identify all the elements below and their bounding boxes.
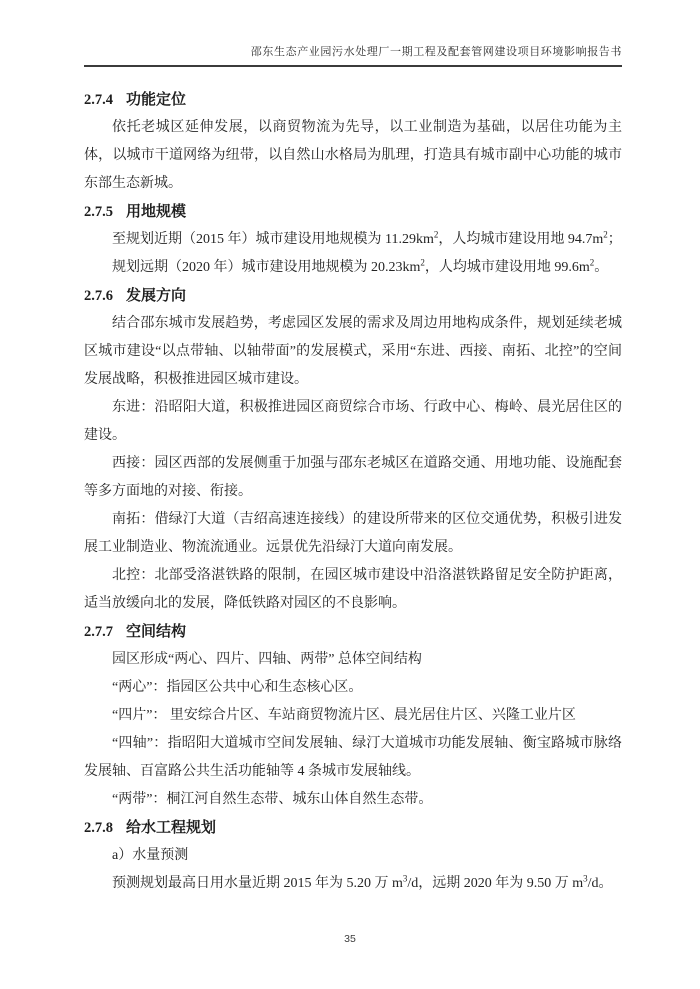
text-run: ，人均城市建设用地 94.7m [438,232,604,247]
page-number: 35 [344,933,356,945]
text-run: ，人均城市建设用地 99.6m [424,260,590,275]
heading-number: 2.7.6 [84,288,113,304]
heading-title: 给水工程规划 [126,819,217,836]
heading-number: 2.7.5 [84,204,113,220]
heading-title: 用地规模 [126,203,187,220]
para-east-advance: 东进：沿昭阳大道，积极推进园区商贸综合市场、行政中心、梅岭、晨光居住区的建设。 [84,400,622,443]
text-run: 规划远期（2020 年）城市建设用地规模为 20.23km [112,260,421,275]
para-landuse-2015 [84,226,622,254]
header-rule [84,65,622,67]
para-water-volume-forecast [84,870,622,898]
section-heading-2-7-5 [84,198,622,226]
para-four-axes: “四轴”：指昭阳大道城市空间发展轴、绿汀大道城市功能发展轴、衡宝路城市脉络发展轴、百富路公共生活功能轴等 4 条城市发展轴线。 [84,736,622,779]
para-south-expand: 南拓：借绿汀大道（吉绍高速连接线）的建设所带来的区位交通优势，积极引进发展工业制造业、物流流通业。远景优先沿绿汀大道向南发展。 [84,512,622,555]
para-function-positioning: 依托老城区延伸发展，以商贸物流为先导，以工业制造为基础，以居住功能为主体，以城市干道网络为纽带，以自然山水格局为肌理，打造具有城市副中心功能的城市东部生态新城。 [84,120,622,191]
section-heading-2-7-8 [84,814,622,842]
superscript: 3 [402,873,408,884]
superscript: 2 [589,257,595,268]
para-landuse-2020 [84,254,622,282]
page-footer [0,929,700,947]
section-heading-2-7-7 [84,618,622,646]
text-run: 预测规划最高日用水量近期 2015 年为 5.20 万 m [112,876,403,891]
page-header [84,0,622,67]
heading-title: 功能定位 [126,91,187,108]
section-heading-2-7-4 [84,86,622,114]
document-body [84,86,622,898]
superscript: 3 [583,873,588,884]
para-north-control: 北控：北部受洛湛铁路的限制，在园区城市建设中沿洛湛铁路留足安全防护距离，适当放缓向北的发展，降低铁路对园区的不良影响。 [84,568,622,611]
heading-number: 2.7.7 [84,624,113,640]
heading-title: 空间结构 [126,623,187,640]
text-run: /d。 [587,876,613,891]
text-run: ； [607,232,622,247]
text-run: 至规划近期（2015 年）城市建设用地规模为 11.29km [112,232,434,247]
superscript: 2 [603,229,608,240]
heading-number: 2.7.8 [84,820,113,836]
superscript: 2 [420,257,425,268]
para-water-volume-subtitle: a）水量预测 [112,848,189,863]
header-title: 邵东生态产业园污水处理厂一期工程及配套管网建设项目环境影响报告书 [250,46,622,58]
para-two-belts: “两带”：桐江河自然生态带、城东山体自然生态带。 [112,792,433,807]
para-development-overview: 结合邵东城市发展趋势，考虑园区发展的需求及周边用地构成条件，规划延续老城区城市建设“以点带轴、以轴带面”的发展模式，采用“东进、西接、南拓、北控”的空间发展战略，积极推进园区城市建设。 [84,316,622,387]
text-run: /d，远期 2020 年为 9.50 万 m [407,876,584,891]
heading-title: 发展方向 [126,287,187,304]
para-spatial-structure-intro: 园区形成“两心、四片、四轴、两带” 总体空间结构 [112,652,422,667]
para-west-connect: 西接：园区西部的发展侧重于加强与邵东老城区在道路交通、用地功能、设施配套等多方面地的对接、衔接。 [84,456,622,499]
para-two-hearts: “两心”：指园区公共中心和生态核心区。 [112,680,363,695]
section-heading-2-7-6 [84,282,622,310]
text-run: 。 [594,260,609,275]
para-four-pieces: “四片”： 里安综合片区、车站商贸物流片区、晨光居住片区、兴隆工业片区 [112,708,576,723]
superscript: 2 [433,229,439,240]
heading-number: 2.7.4 [84,92,113,108]
